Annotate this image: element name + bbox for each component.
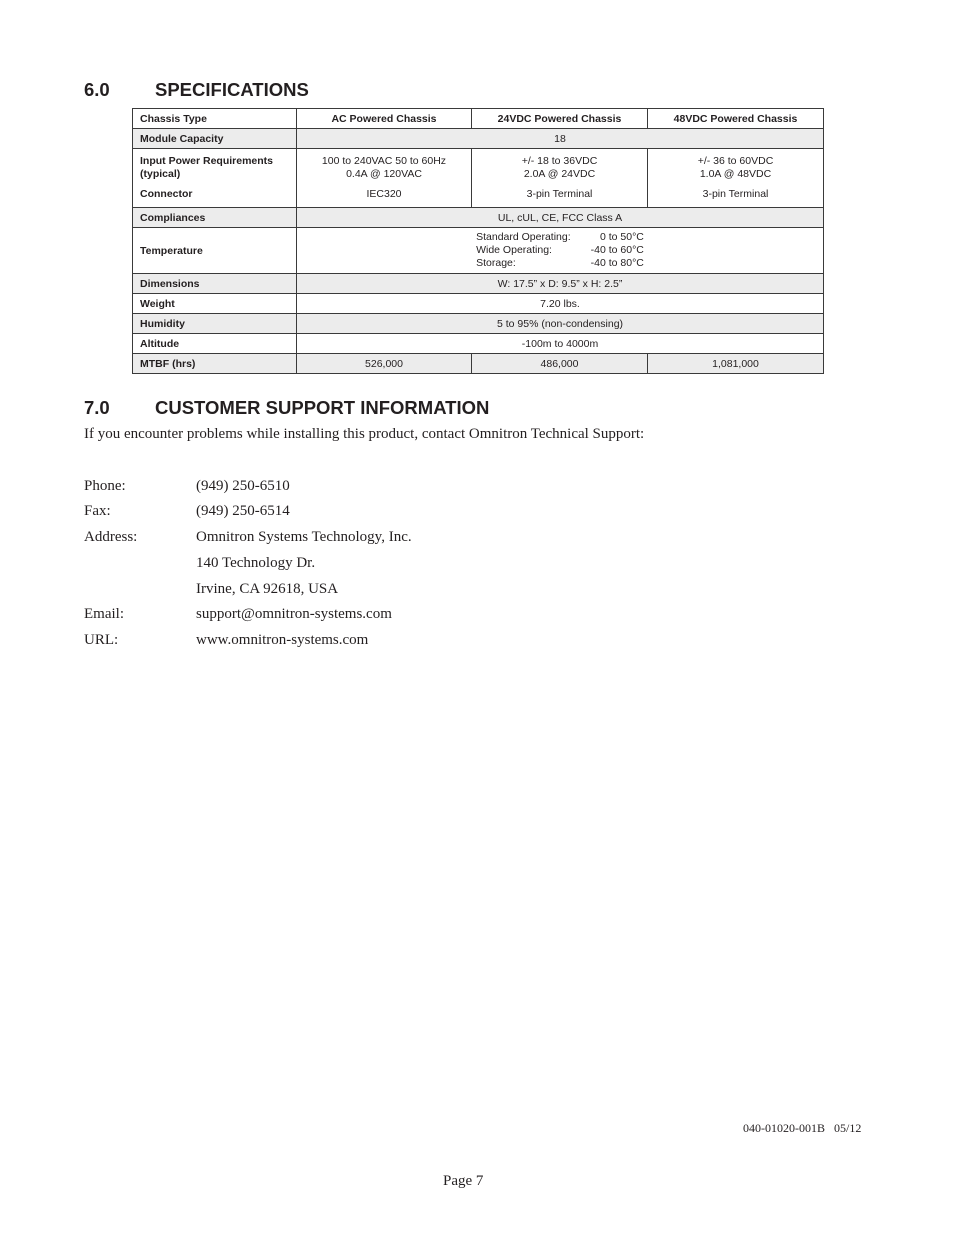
section-number: 7.0: [84, 397, 110, 418]
dc48-power-current: 1.0A @ 48VDC: [699, 168, 772, 180]
email-label: Email:: [84, 606, 124, 622]
address-line-2: 140 Technology Dr.: [196, 555, 316, 571]
temp-storage-label: Storage:: [476, 257, 516, 269]
address-label: Address:: [84, 529, 138, 545]
humidity-value: 5 to 95% (non-condensing): [297, 314, 824, 334]
url-label: URL:: [84, 632, 119, 648]
address-line-3: Irvine, CA 92618, USA: [196, 581, 339, 597]
temp-wide-label: Wide Operating:: [476, 244, 552, 256]
mtbf-dc24-value: 486,000: [472, 354, 648, 374]
email-link[interactable]: support@omnitron-systems.com: [196, 606, 392, 622]
header-ac-chassis: AC Powered Chassis: [297, 109, 472, 129]
row-label: Weight: [133, 294, 297, 314]
row-label: Altitude: [133, 334, 297, 354]
header-chassis-type: Chassis Type: [133, 109, 297, 129]
dc24-power-current: 2.0A @ 24VDC: [523, 168, 596, 180]
compliances-value: UL, cUL, CE, FCC Class A: [297, 208, 824, 228]
weight-value: 7.20 lbs.: [297, 294, 824, 314]
section-title: SPECIFICATIONS: [155, 79, 309, 100]
specifications-table: [132, 108, 824, 374]
altitude-value: -100m to 4000m: [297, 334, 824, 354]
table-row-power-connector: [133, 149, 824, 208]
table-row-weight: [133, 294, 824, 314]
module-capacity-value: 18: [297, 129, 824, 149]
ac-power-current: 0.4A @ 120VAC: [346, 168, 422, 180]
section-heading-specifications: [84, 79, 309, 101]
table-row-humidity: [133, 314, 824, 334]
support-intro: If you encounter problems while installing this product, contact Omnitron Technical Support:: [84, 426, 645, 442]
input-power-label: Input Power Requirements: [140, 155, 274, 167]
url-link[interactable]: www.omnitron-systems.com: [196, 632, 369, 648]
row-label: Dimensions: [133, 274, 297, 294]
table-row-mtbf: [133, 354, 824, 374]
dc24-connector: 3-pin Terminal: [526, 188, 593, 200]
dc48-power-range: +/- 36 to 60VDC: [697, 155, 774, 167]
table-row-dimensions: [133, 274, 824, 294]
temp-storage-range: -40 to 80°C: [590, 257, 644, 269]
section-number: 6.0: [84, 79, 110, 100]
connector-label: Connector: [140, 188, 193, 200]
dimensions-value: W: 17.5” x D: 9.5” x H: 2.5”: [297, 274, 824, 294]
header-24vdc-chassis: 24VDC Powered Chassis: [472, 109, 648, 129]
row-label: MTBF (hrs): [133, 354, 297, 374]
dc48-power-cell: [648, 149, 824, 208]
temp-standard-label: Standard Operating:: [476, 231, 571, 243]
mtbf-ac-value: 526,000: [297, 354, 472, 374]
temperature-ranges: [476, 231, 644, 270]
document-number: 040-01020-001B 05/12: [743, 1121, 862, 1135]
section-title: CUSTOMER SUPPORT INFORMATION: [155, 397, 490, 418]
fax-value: (949) 250-6514: [196, 503, 290, 519]
temperature-value: [297, 228, 824, 274]
temp-wide-range: -40 to 60°C: [590, 244, 644, 256]
phone-label: Phone:: [84, 478, 126, 494]
dc24-power-range: +/- 18 to 36VDC: [521, 155, 598, 167]
address-line-1: Omnitron Systems Technology, Inc.: [196, 529, 412, 545]
table-row-module-capacity: [133, 129, 824, 149]
section-heading-customer-support: [84, 397, 489, 419]
ac-connector: IEC320: [366, 188, 402, 200]
fax-label: Fax:: [84, 503, 111, 519]
row-label: Temperature: [133, 228, 297, 274]
input-power-label-sub: (typical): [140, 168, 181, 180]
row-label: [133, 149, 297, 208]
phone-value: (949) 250-6510: [196, 478, 290, 494]
mtbf-dc48-value: 1,081,000: [648, 354, 824, 374]
table-row-temperature: [133, 228, 824, 274]
table-row-compliances: [133, 208, 824, 228]
row-label: Module Capacity: [133, 129, 297, 149]
temp-standard-range: 0 to 50°C: [599, 231, 644, 243]
dc48-connector: 3-pin Terminal: [702, 188, 769, 200]
dc24-power-cell: [472, 149, 648, 208]
row-label: Compliances: [133, 208, 297, 228]
table-header-row: [133, 109, 824, 129]
row-label: Humidity: [133, 314, 297, 334]
ac-power-cell: [297, 149, 472, 208]
table-row-altitude: [133, 334, 824, 354]
page-number: Page 7: [443, 1173, 484, 1189]
header-48vdc-chassis: 48VDC Powered Chassis: [648, 109, 824, 129]
ac-power-range: 100 to 240VAC 50 to 60Hz: [321, 155, 447, 167]
